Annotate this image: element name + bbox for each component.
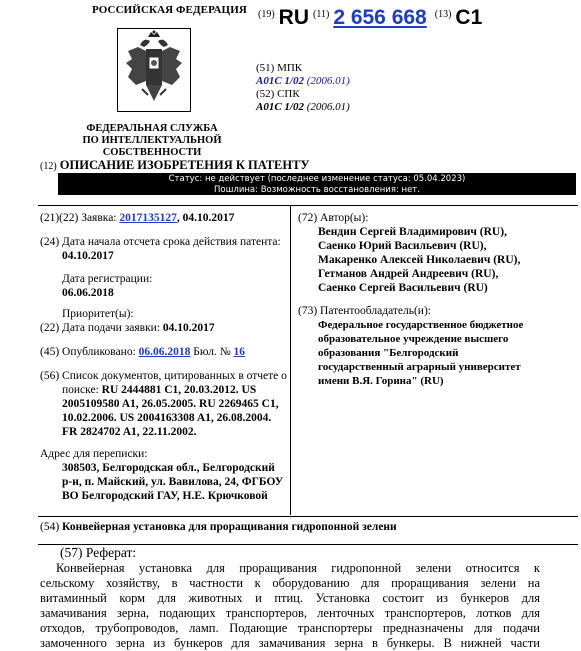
- owner-text: [298, 318, 523, 388]
- cited-prefix: поиске:: [62, 384, 99, 396]
- owner-line: Федеральное государственное бюджетное: [318, 319, 524, 331]
- abstract-line: замачивания зерна, подающих транспортеров, ленточных транспортеров, лотков для: [40, 606, 540, 620]
- abstract-text: [40, 561, 540, 651]
- state-emblem: [117, 28, 191, 112]
- agency-line-1: ФЕДЕРАЛЬНАЯ СЛУЖБА: [86, 123, 218, 134]
- code-12: (12): [40, 161, 57, 172]
- cited-line: FR 2824702 A1, 22.11.2002.: [62, 426, 197, 438]
- application-field: [40, 211, 234, 225]
- column-divider: [290, 205, 291, 515]
- author-item: Макаренко Алексей Николаевич (RU),: [318, 254, 521, 266]
- cited-line: 10.02.2006. US 2004163308 A1, 26.08.2004.: [62, 412, 272, 424]
- published-date-link[interactable]: 06.06.2018: [138, 346, 191, 358]
- cpc-year: (2006.01): [306, 101, 350, 113]
- code-54: (54): [40, 521, 60, 533]
- code-19: (19): [258, 9, 275, 20]
- author-item: Саенко Сергей Васильевич (RU): [318, 282, 488, 294]
- abstract-line: замоченного зерна из бункеров для замачивания зерна в бункеры. В нижней части: [40, 636, 540, 650]
- fee-line: Пошлина: Возможность восстановления: нет.: [214, 184, 420, 195]
- registration-field: [40, 272, 152, 300]
- country-name: РОССИЙСКАЯ ФЕДЕРАЦИЯ: [92, 4, 247, 16]
- cited-line: 2005109580 A1, 26.05.2005. RU 2269465 C1,: [62, 398, 279, 410]
- patent-number-link[interactable]: 2 656 668: [333, 6, 427, 29]
- abstract-label: (57) Реферат:: [60, 545, 137, 560]
- owner-line: образовательное учреждение высшего: [318, 333, 509, 345]
- ipc-label: (51) МПК: [256, 62, 303, 74]
- cpc-class: A01C 1/02: [256, 101, 304, 113]
- ipc-year: (2006.01): [306, 75, 350, 87]
- bulletin-label: Бюл. №: [193, 346, 231, 358]
- country-code: RU: [278, 6, 310, 29]
- priority-line: (22) Дата подачи заявки:: [40, 322, 161, 334]
- abstract-line: Конвейерная установка для проращивания гидропонной зелени относится к: [56, 561, 540, 575]
- eagle-emblem-icon: [118, 29, 190, 111]
- code-11: (11): [313, 9, 330, 20]
- status-line: Статус: не действует (последнее изменение статуса: 05.04.2023): [168, 174, 466, 184]
- owner-line: имени В.Я. Горина" (RU): [318, 375, 444, 387]
- cited-label: (56) Список документов, цитированных в отчете о: [40, 370, 287, 382]
- priority-label: Приоритет(ы):: [62, 308, 134, 320]
- term-start-field: [40, 235, 281, 263]
- owner-line: образования "Белгородский: [318, 347, 459, 359]
- priority-field: [40, 307, 215, 335]
- author-item: Саенко Юрий Васильевич (RU),: [318, 240, 487, 252]
- document-title: [40, 158, 310, 173]
- published-label: (45) Опубликовано:: [40, 346, 136, 358]
- agency-name: [52, 123, 252, 159]
- agency-line-2: ПО ИНТЕЛЛЕКТУАЛЬНОЙ СОБСТВЕННОСТИ: [82, 135, 222, 158]
- cpc-label: (52) СПК: [256, 88, 300, 100]
- cited-line: RU 2444881 C1, 20.03.2012. US: [101, 384, 257, 396]
- author-item: Вендин Сергей Владимирович (RU),: [318, 226, 507, 238]
- patent-owner-field: [298, 304, 523, 388]
- abstract-line: сельскому хозяйству, в частности к оборудованию для проращивания зелени на: [40, 576, 540, 590]
- authors-list: [298, 225, 520, 295]
- address-line: ВО Белгородский ГАУ, Н.Е. Крючковой: [62, 490, 268, 502]
- registration-label: Дата регистрации:: [62, 273, 153, 285]
- address-line: 308503, Белгородская обл., Белгородский: [62, 462, 275, 474]
- ipc-class: A01C 1/02: [256, 75, 304, 87]
- owner-line: государственный аграрный университет: [318, 361, 521, 373]
- author-item: Гетманов Андрей Андреевич (RU),: [318, 268, 499, 280]
- owner-label: (73) Патентообладатель(и):: [298, 305, 431, 317]
- abstract-line: отходов, трубопроводов, ламп. Подающие транспортеры предназначены для подачи: [40, 621, 540, 635]
- code-13: (13): [434, 9, 452, 20]
- address-label: Адрес для переписки:: [40, 448, 148, 460]
- publication-number: [258, 6, 482, 30]
- invention-title-text: Конвейерная установка для проращивания гидропонной зелени: [62, 521, 397, 533]
- abstract-line: витаминный корм для животных и птиц. Установка состоит из бункеров для: [40, 591, 540, 605]
- address-line: р-н, п. Майский, ул. Вавилова, 24, ФГБОУ: [62, 476, 284, 488]
- application-date: , 04.10.2017: [176, 212, 235, 224]
- priority-date: 04.10.2017: [162, 322, 215, 334]
- authors-field: [298, 211, 520, 295]
- published-field: [40, 345, 245, 359]
- authors-label: (72) Автор(ы):: [298, 212, 369, 224]
- registration-date: 06.06.2018: [62, 287, 114, 299]
- term-start-label: (24) Дата начала отсчета срока действия патента:: [40, 236, 281, 248]
- term-start-date: 04.10.2017: [62, 250, 114, 262]
- cited-documents-field: [40, 369, 287, 439]
- invention-title: [40, 521, 397, 533]
- address-field: [40, 447, 283, 503]
- document-title-text: ОПИСАНИЕ ИЗОБРЕТЕНИЯ К ПАТЕНТУ: [59, 158, 310, 172]
- classification-block: [256, 62, 350, 114]
- bulletin-number-link[interactable]: 16: [233, 346, 246, 358]
- kind-code: C1: [455, 6, 483, 29]
- application-label: (21)(22) Заявка:: [40, 212, 117, 224]
- application-number-link[interactable]: 2017135127: [119, 212, 177, 224]
- status-bar: [58, 173, 576, 195]
